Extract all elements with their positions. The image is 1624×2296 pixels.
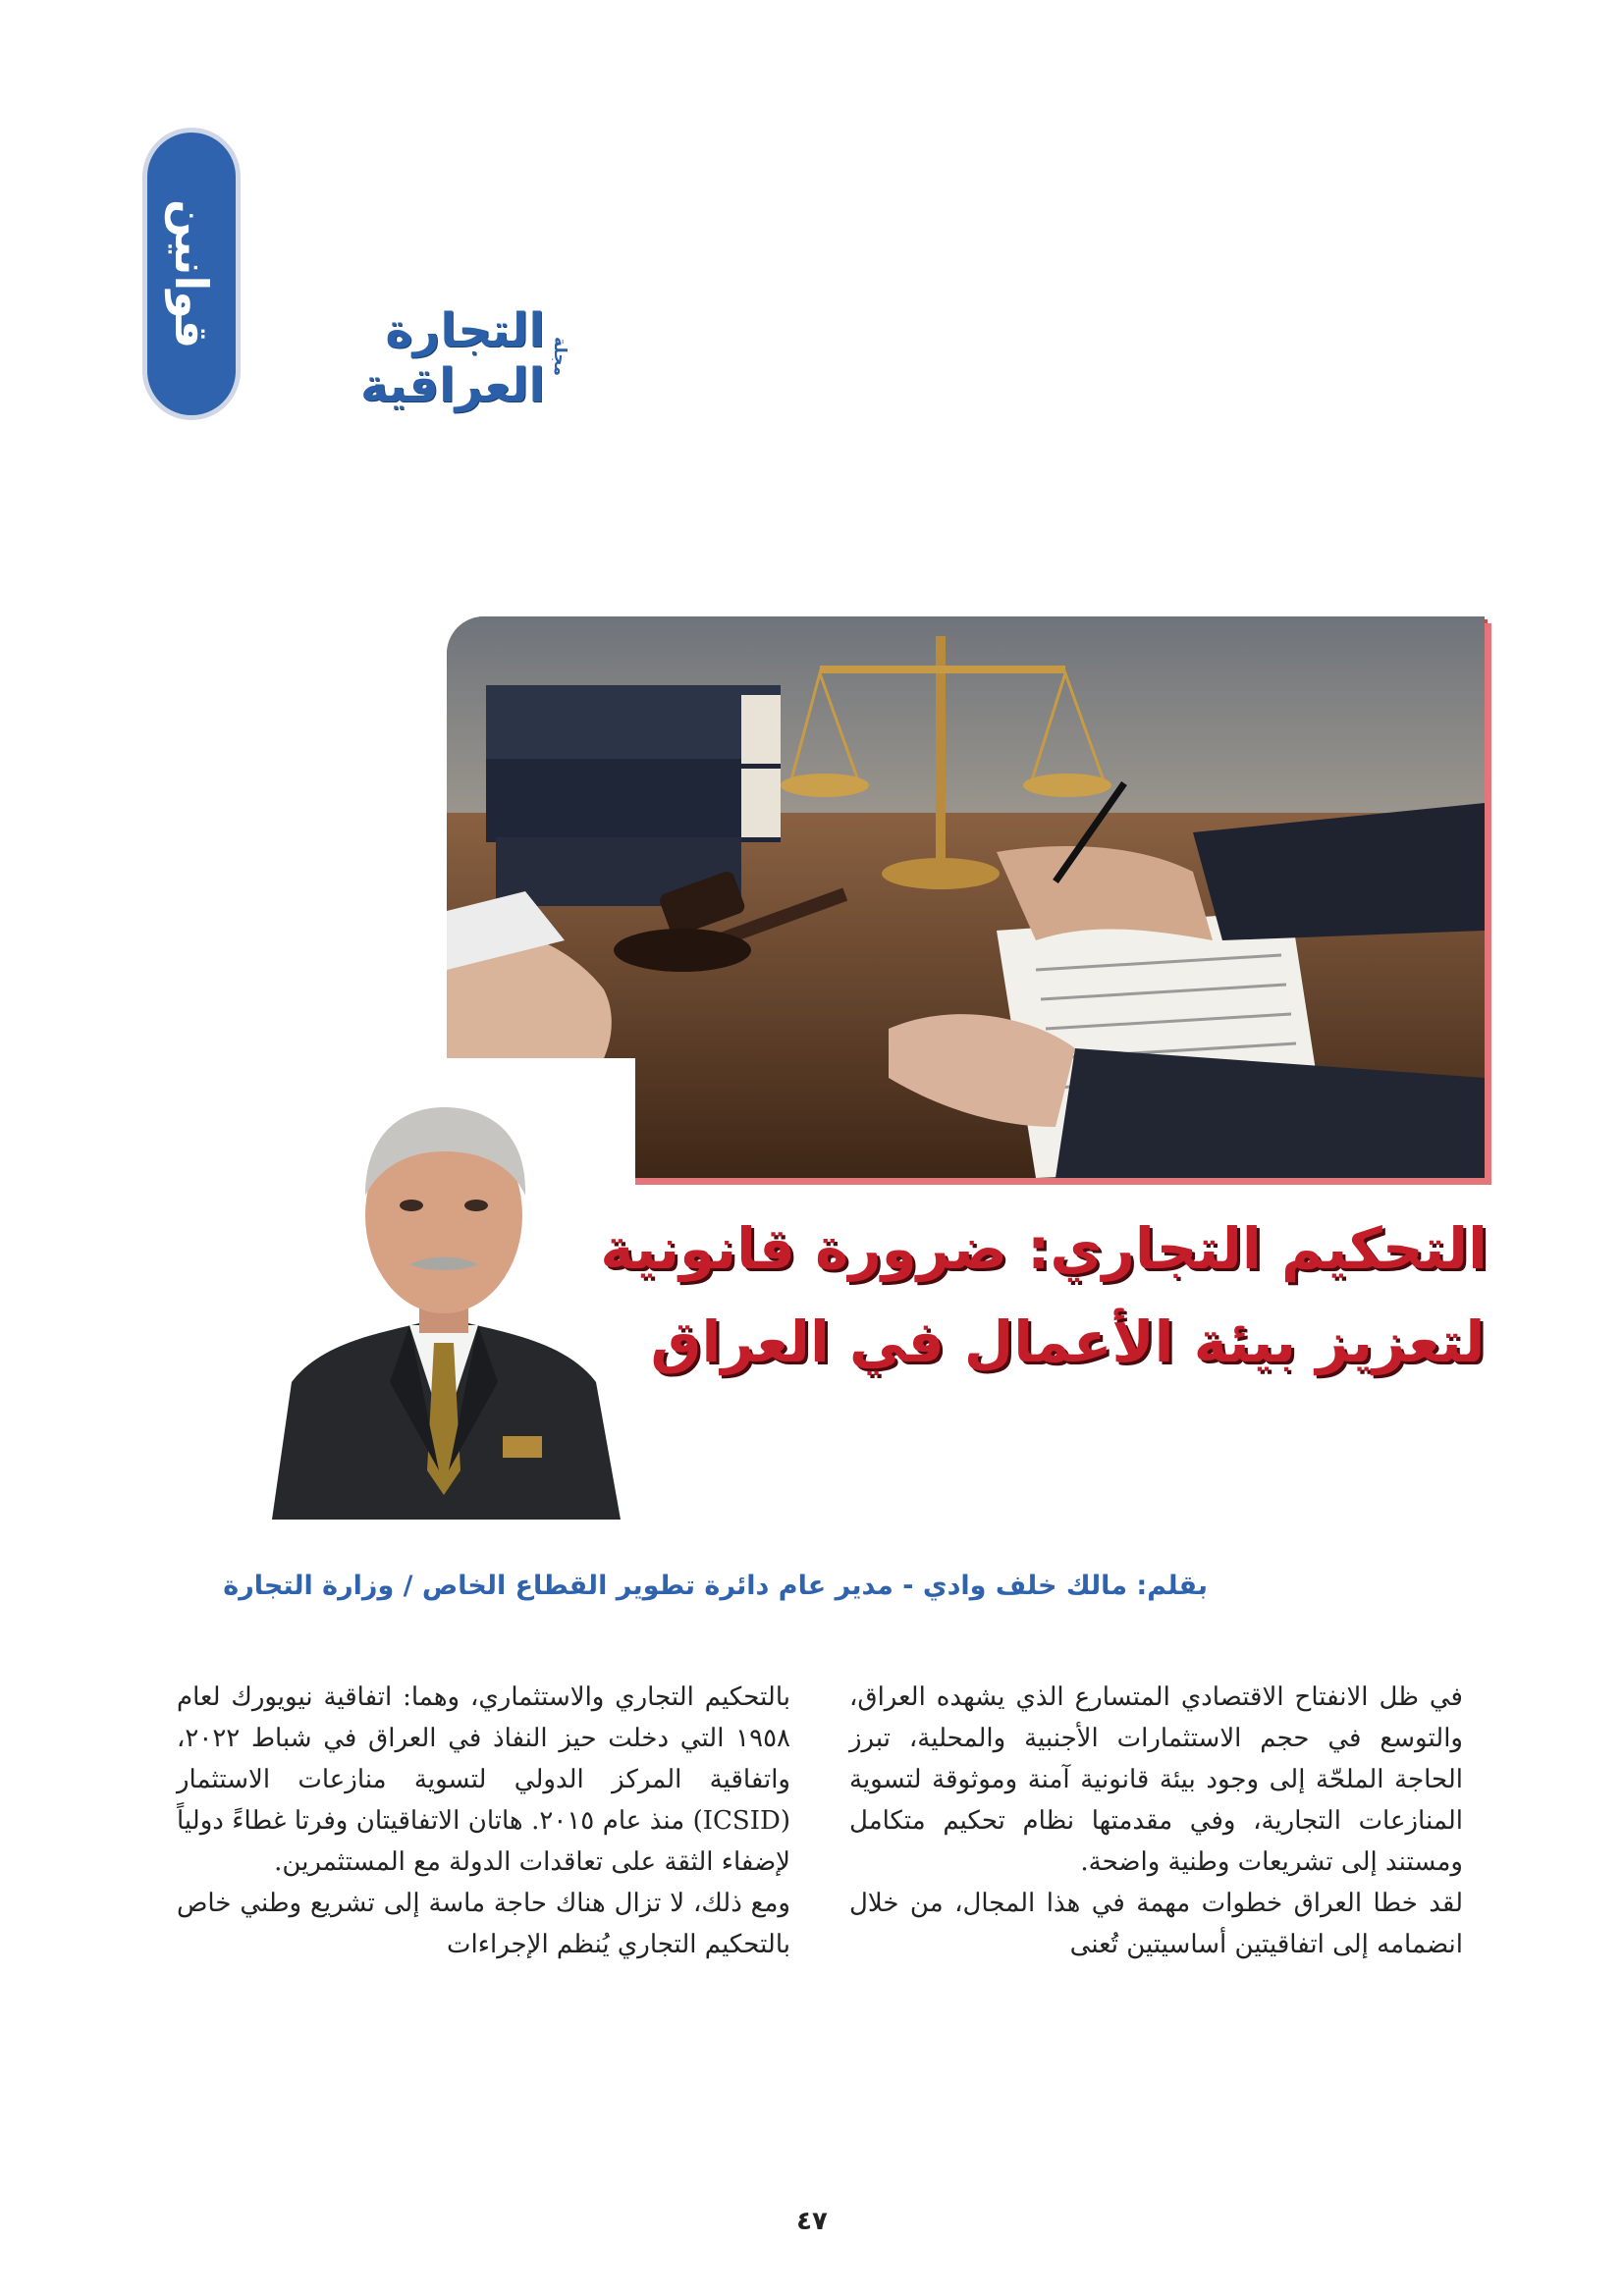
magazine-logo-label: مجلة <box>550 337 569 377</box>
section-tab <box>142 128 241 420</box>
paragraph: لقد خطا العراق خطوات مهمة في هذا المجال، من خلال انضمامه إلى اتفاقيتين أساسيتين تُعنى <box>849 1889 1463 1959</box>
paragraph: ومع ذلك، لا تزال هناك حاجة ماسة إلى تشريع وطني خاص بالتحكيم التجاري يُنظم الإجراءات <box>177 1889 790 1959</box>
article-title <box>600 1202 1488 1418</box>
paragraph: بالتحكيم التجاري والاستثماري، وهما: اتفاقية نيويورك لعام ١٩٥٨ التي دخلت حيز النفاذ في العراق في شباط ٢٠٢٢، واتفاقية المركز الدولي لتسوية منازعات الاستثمار (ICSID) منذ عام ٢٠١٥. هاتان الاتفاقيتان وفرتا غطاءً دولياً لإضفاء الثقة على تعاقدات الدولة مع المستثمرين. <box>177 1682 791 1877</box>
body-column-left <box>177 1677 790 2128</box>
author-byline: بقلم: مالك خلف وادي - مدير عام دائرة تطوير القطاع الخاص / وزارة التجارة <box>223 1571 1208 1601</box>
article-title-line-2: لتعزيز بيئة الأعمال في العراق <box>650 1308 1486 1375</box>
magazine-logo <box>250 303 584 413</box>
author-portrait <box>252 1058 635 1520</box>
article-title-line-1: التحكيم التجاري: ضرورة قانونية <box>600 1215 1488 1282</box>
magazine-logo-title: التجارة العراقية <box>359 303 545 413</box>
page-number: ٤٧ <box>796 2207 828 2236</box>
author-photo-icon <box>252 1058 635 1520</box>
section-tab-label: قوانين <box>165 198 218 349</box>
paragraph: في ظل الانفتاح الاقتصادي المتسارع الذي يشهده العراق، والتوسع في حجم الاستثمارات الأجنبية والمحلية، تبرز الحاجة الملحّة إلى وجود بيئة قانونية آمنة وموثوقة لتسوية المنازعات التجارية، وفي مقدمتها نظام تحكيم متكامل ومستند إلى تشريعات وطنية واضحة. <box>849 1682 1463 1877</box>
body-column-right <box>849 1677 1463 2128</box>
